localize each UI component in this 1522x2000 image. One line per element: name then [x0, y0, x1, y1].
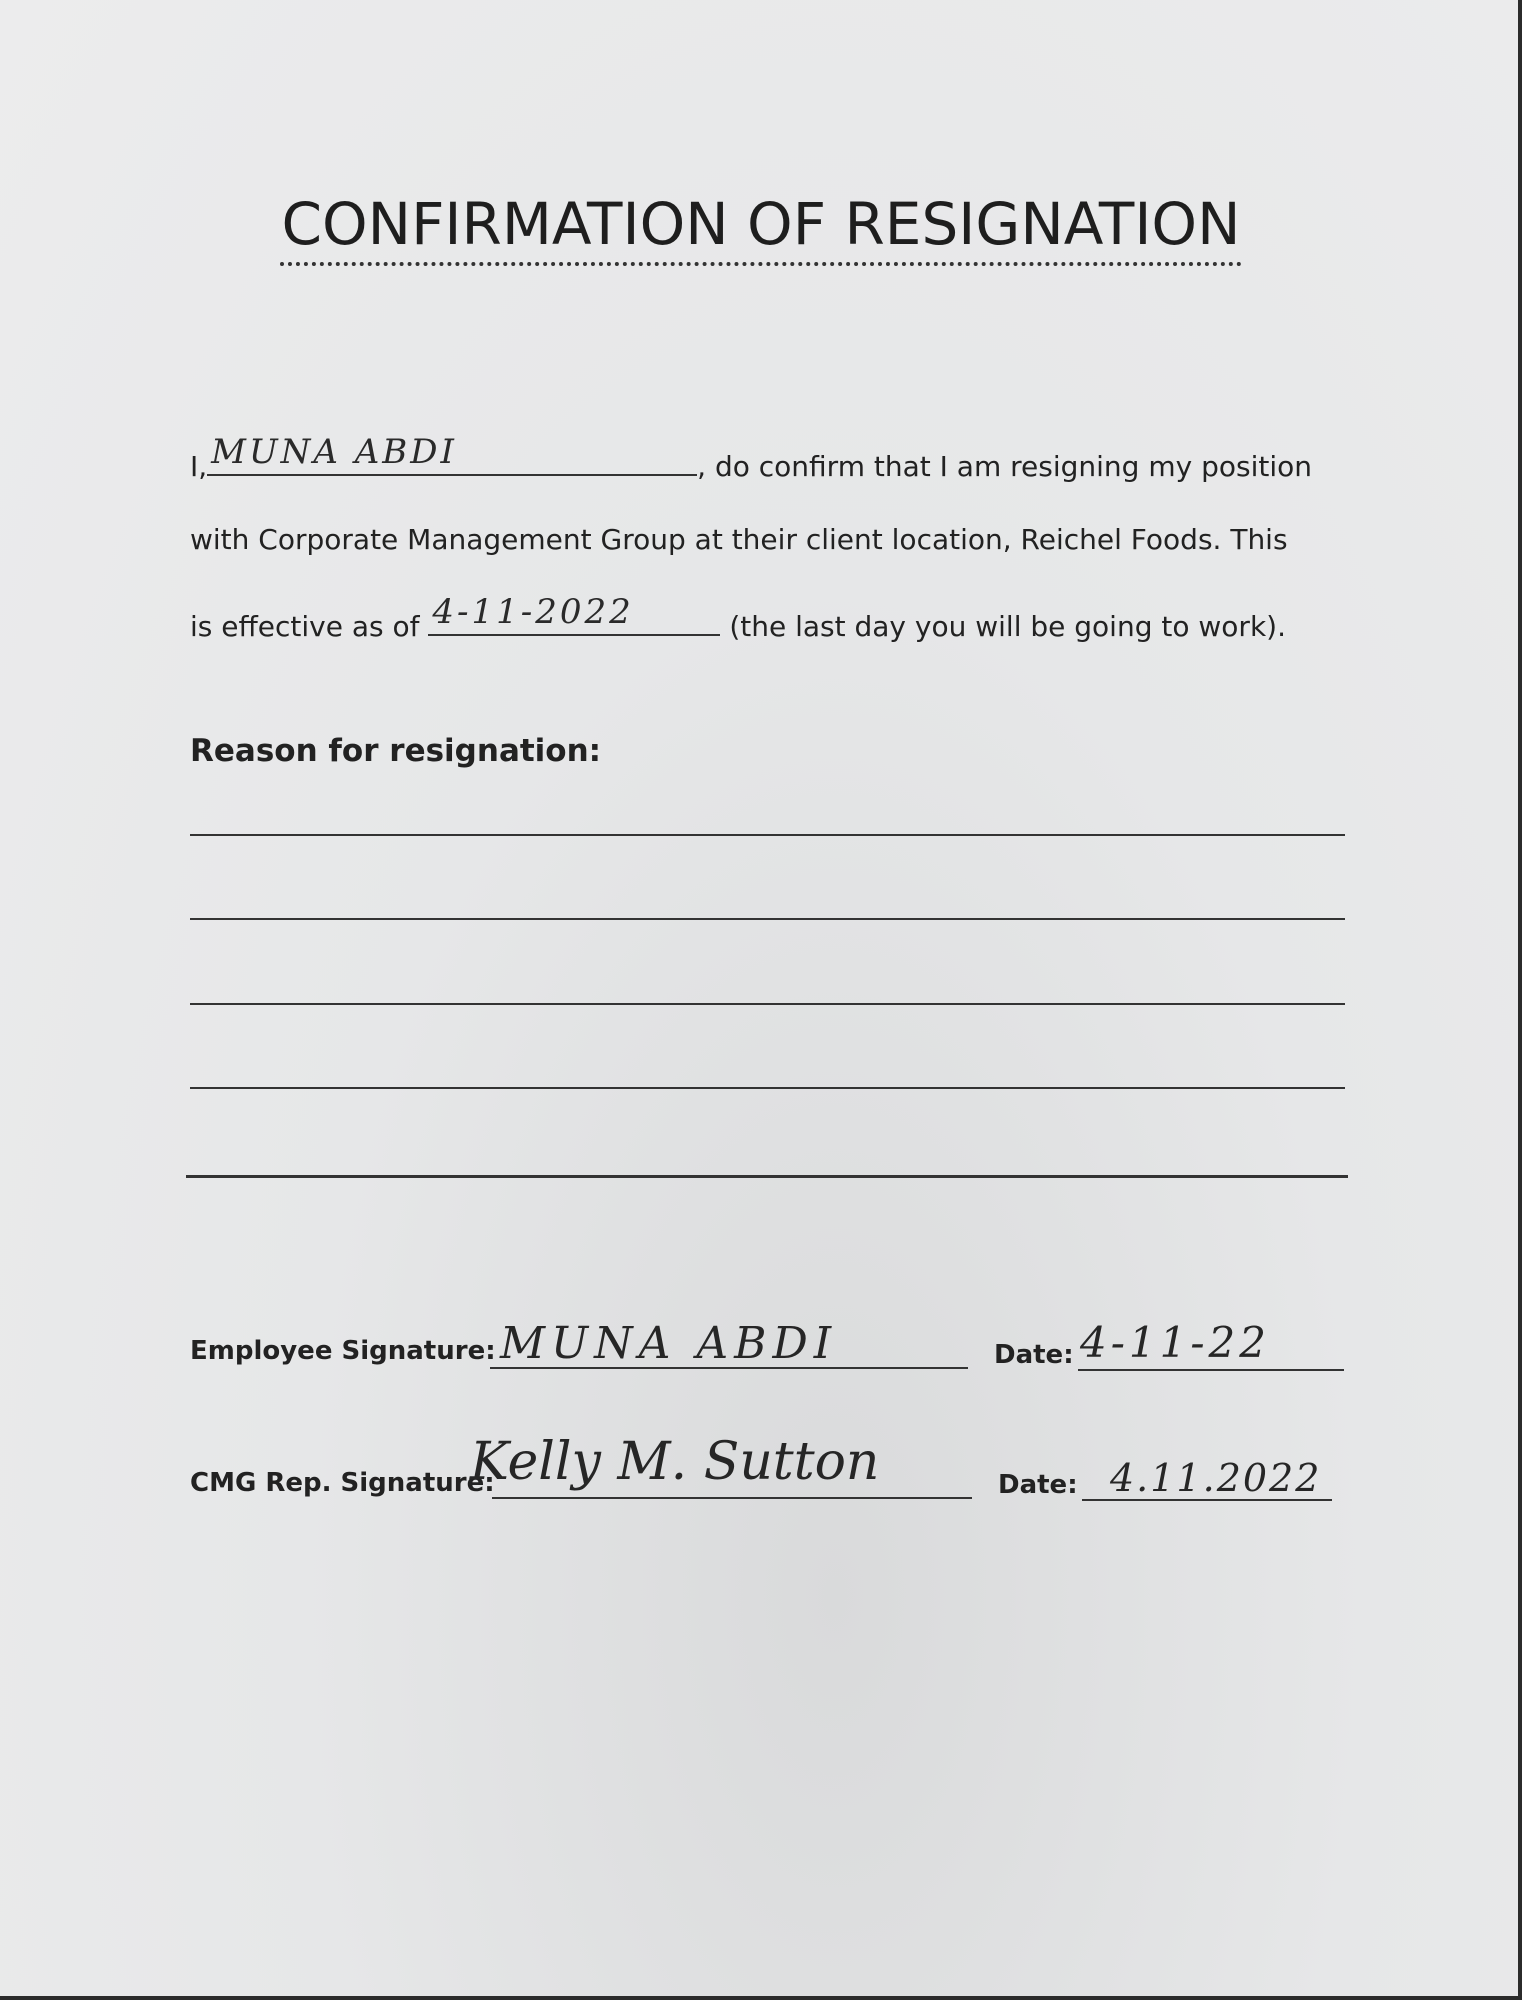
name-handwritten: MUNA ABDI — [211, 432, 457, 472]
cmg-date-label: Date: — [998, 1470, 1078, 1500]
name-blank[interactable] — [207, 432, 697, 476]
employee-date-line[interactable] — [1078, 1369, 1344, 1371]
statement-prefix: I, — [190, 450, 208, 483]
cmg-signature-label: CMG Rep. Signature: — [190, 1468, 495, 1498]
effective-date-handwritten: 4-11-2022 — [432, 592, 634, 632]
statement-line-2: with Corporate Management Group at their client location, Reichel Foods. This — [190, 523, 1288, 556]
document-title — [0, 190, 1522, 266]
scan-border-bottom — [0, 1996, 1522, 2000]
statement-line-3-prefix: is effective as of — [190, 610, 420, 643]
title-text: CONFIRMATION OF RESIGNATION — [280, 190, 1243, 266]
statement-line-1-suffix: , do confirm that I am resigning my position — [697, 450, 1312, 483]
scan-border-right — [1518, 0, 1522, 2000]
statement-line-1 — [190, 432, 1312, 483]
employee-date-label: Date: — [994, 1340, 1074, 1370]
employee-signature-label: Employee Signature: — [190, 1336, 496, 1366]
reason-line-1[interactable] — [190, 834, 1345, 836]
employee-date-handwritten: 4-11-22 — [1080, 1318, 1270, 1367]
cmg-signature-line[interactable] — [492, 1497, 972, 1499]
cmg-date-handwritten: 4.11.2022 — [1110, 1456, 1322, 1500]
effective-date-blank[interactable] — [428, 592, 720, 636]
reason-line-2[interactable] — [190, 918, 1345, 920]
employee-signature-handwritten: MUNA ABDI — [500, 1318, 838, 1369]
reason-line-4[interactable] — [190, 1087, 1345, 1089]
cmg-signature-handwritten: Kelly M. Sutton — [470, 1432, 880, 1492]
statement-line-3 — [190, 592, 1286, 643]
statement-line-3-suffix: (the last day you will be going to work). — [729, 610, 1286, 643]
reason-line-5[interactable] — [186, 1175, 1348, 1178]
reason-heading: Reason for resignation: — [190, 733, 602, 769]
reason-line-3[interactable] — [190, 1003, 1345, 1005]
